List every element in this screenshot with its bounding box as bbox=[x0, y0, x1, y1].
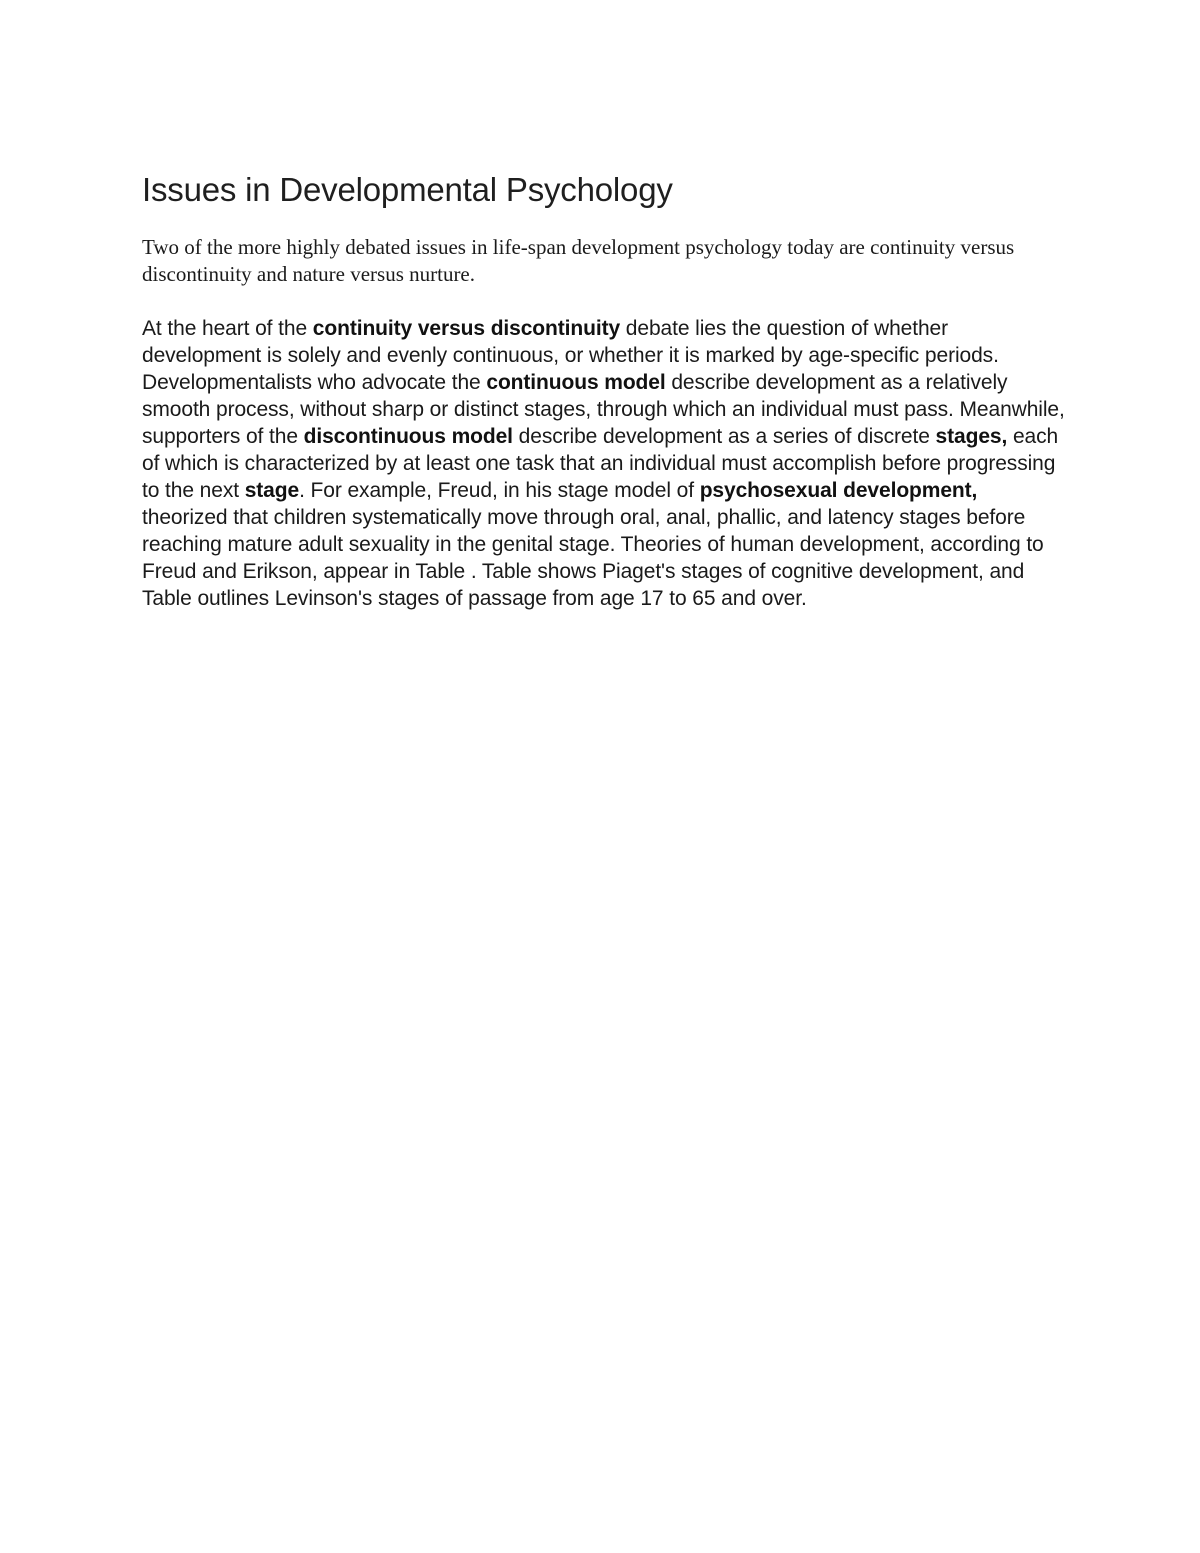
term-discontinuous-model: discontinuous model bbox=[303, 425, 513, 448]
body-text: theorized that children systematically move through oral, anal, phallic, and latency stages before reaching mature adult sexuality in the genital stage. Theories of human development, according to Freud and Erikson, appear in Table . Table shows Piaget's stages of cognitive development, and Table outlines Levinson's stages of passage from age 17 to 65 and over. bbox=[142, 506, 1044, 610]
body-text: debate lies the question of whether development is solely and evenly continuous, or whether it is marked by age-specific periods. Developmentalists who advocate the bbox=[142, 317, 999, 394]
body-text: At the heart of the bbox=[142, 317, 313, 340]
intro-paragraph: Two of the more highly debated issues in life-span development psychology today are continuity versus discontinuity and nature versus nurture. bbox=[142, 235, 1015, 286]
body-text: each of which is characterized by at least one task that an individual must accomplish before progressing to the next bbox=[142, 425, 1059, 502]
body-paragraph bbox=[142, 315, 1067, 612]
body-text: . For example, Freud, in his stage model of bbox=[299, 479, 700, 502]
page-title: Issues in Developmental Psychology bbox=[142, 171, 673, 208]
body-text: describe development as a series of discrete bbox=[512, 425, 936, 448]
body-text: describe development as a relatively smooth process, without sharp or distinct stages, through which an individual must pass. Meanwhile, supporters of the bbox=[142, 371, 1065, 448]
term-continuous-model: continuous model bbox=[486, 371, 666, 394]
term-psychosexual-development: psychosexual development, bbox=[699, 479, 978, 502]
term-stage: stage bbox=[244, 479, 300, 502]
term-continuity-versus-discontinuity: continuity versus discontinuity bbox=[312, 317, 621, 340]
document-content bbox=[142, 168, 1067, 612]
term-stages: stages, bbox=[935, 425, 1008, 448]
